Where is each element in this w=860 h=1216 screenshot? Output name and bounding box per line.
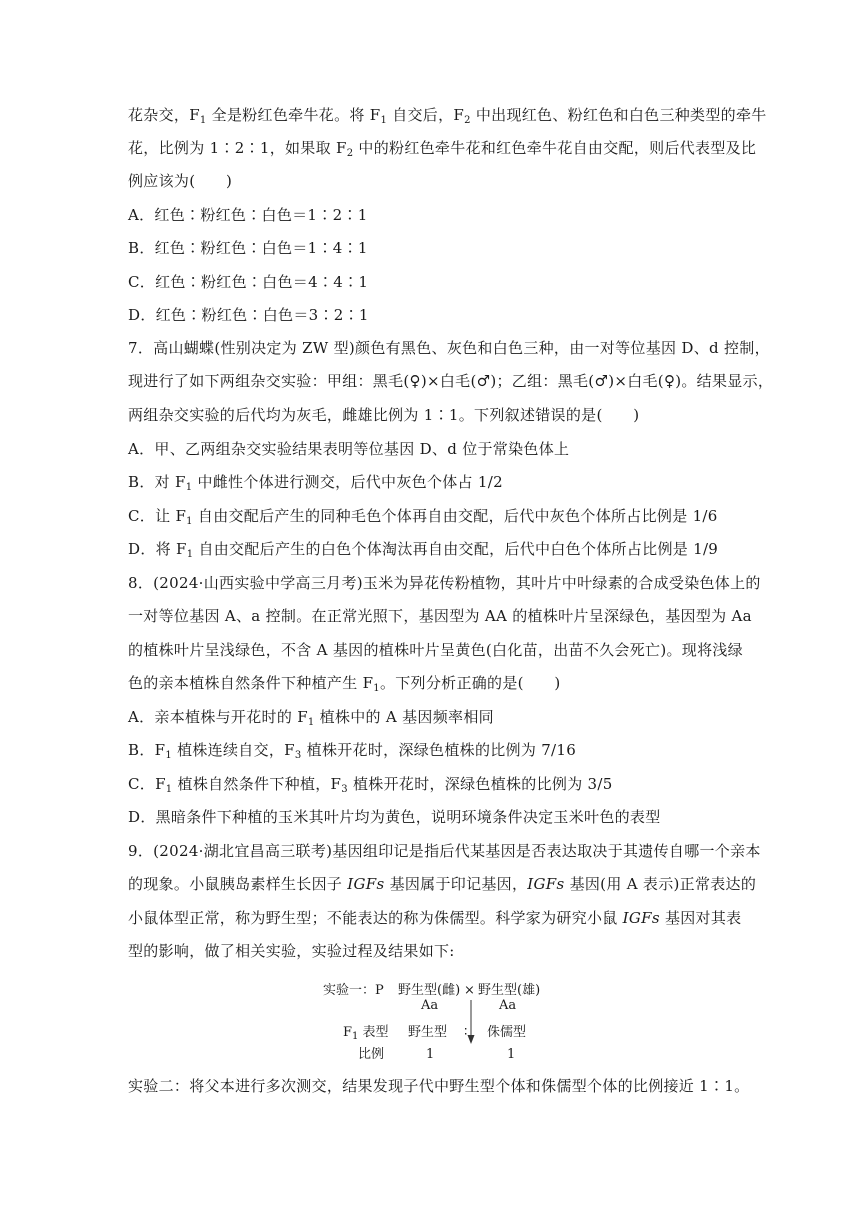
q6-option-b: B．红色∶粉红色∶白色＝1∶4∶1 <box>128 239 368 257</box>
q8-option-b: B．$F_1$ 植株连续自交，$F_3$ 植株开花时，深绿色植株的比例为 7/16 <box>128 741 577 761</box>
q6-option-c: C．红色∶粉红色∶白色＝4∶4∶1 <box>128 273 369 291</box>
ratio-label: 比例 <box>358 1047 385 1062</box>
f1-phenotype-dwarf: 侏儒型 <box>487 1025 527 1040</box>
parent-male: 野生型(雄) <box>478 983 541 998</box>
f1-phenotype-wild: 野生型 <box>408 1025 448 1040</box>
q8-line-2: 一对等位基因 A、a 控制。在正常光照下，基因型为 AA 的植株叶片呈深绿色，基因型为 Aa <box>128 607 752 625</box>
q9-line-4: 型的影响，做了相关实验，实验过程及结果如下: <box>128 942 455 960</box>
q7-option-b: B．对 $F_1$ 中雌性个体进行测交，后代中灰色个体占 1/2 <box>128 473 503 493</box>
q9-line-2: 的现象。小鼠胰岛素样生长因子 IGFs 基因属于印记基因，IGFs 基因(用 A 表示)正常表达的 <box>128 875 757 893</box>
ratio-colon: ∶ <box>464 1025 468 1040</box>
q8-line-4: 色的亲本植株自然条件下种植产生 $F_1$。下列分析正确的是( ) <box>128 674 561 694</box>
q6-line-1: 花杂交，$F_1$ 全是粉红色牵牛花。将 $F_1$ 自交后，$F_2$ 中出现红色、粉红色和白色三种类型的牵牛 <box>128 106 767 126</box>
exp1-label: 实验一：P <box>323 983 384 998</box>
q7-option-d: D．将 $F_1$ 自由交配后产生的白色个体淘汰再自由交配，后代中白色个体所占比例是 1/9 <box>128 540 719 560</box>
q7-line-1: 7．高山蝴蝶(性别决定为 ZW 型)颜色有黑色、灰色和白色三种，由一对等位基因 D、d 控制， <box>128 339 770 357</box>
q9-line-1: 9．(2024·湖北宜昌高三联考)基因组印记是指后代某基因是否表达取决于其遗传自哪一个亲本 <box>128 842 761 860</box>
q8-line-3: 的植株叶片呈浅绿色，不含 A 基因的植株叶片呈黄色(白化苗，出苗不久会死亡)。现将浅绿 <box>128 641 743 659</box>
q7-option-c: C．让 $F_1$ 自由交配后产生的同种毛色个体再自由交配，后代中灰色个体所占比例是 1/6 <box>128 507 718 527</box>
q8-option-c: C．$F_1$ 植株自然条件下种植，$F_3$ 植株开花时，深绿色植株的比例为 3/5 <box>128 775 613 795</box>
q8-option-a: A．亲本植株与开花时的 $F_1$ 植株中的 A 基因频率相同 <box>128 708 494 728</box>
q6-option-a: A．红色∶粉红色∶白色＝1∶2∶1 <box>128 206 368 224</box>
q8-line-1: 8．(2024·山西实验中学高三月考)玉米为异花传粉植物，其叶片中叶绿素的合成受染色体上的 <box>128 574 761 592</box>
q6-line-2: 花，比例为 1∶2∶1，如果取 $F_2$ 中的粉红色牵牛花和红色牵牛花自由交配，则后代表型及比 <box>128 139 757 159</box>
q6-option-d: D．红色∶粉红色∶白色＝3∶2∶1 <box>128 306 369 324</box>
q9-line-3: 小鼠体型正常，称为野生型；不能表达的称为侏儒型。科学家为研究小鼠 IGFs 基因对其表 <box>128 909 742 927</box>
ratio-dwarf: 1 <box>507 1047 516 1062</box>
cross-arrow-icon <box>466 1000 476 1044</box>
genotype-female: Aa <box>421 998 439 1013</box>
parent-female: 野生型(雌) <box>398 983 461 998</box>
q7-line-3: 两组杂交实验的后代均为灰毛，雌雄比例为 1∶1。下列叙述错误的是( ) <box>128 406 640 424</box>
q6-line-3: 例应该为( ) <box>128 172 233 190</box>
f1-phenotype-label: $F_1$ 表型 <box>343 1025 389 1042</box>
q9-experiment-2: 实验二：将父本进行多次测交，结果发现子代中野生型个体和侏儒型个体的比例接近 1∶1。 <box>128 1077 750 1095</box>
ratio-wild: 1 <box>426 1047 435 1062</box>
genotype-male: Aa <box>499 998 517 1013</box>
cross-sign: × <box>464 983 475 998</box>
q7-line-2: 现进行了如下两组杂交实验：甲组：黑毛(♀)×白毛(♂)；乙组：黑毛(♂)×白毛(♀)。结果显示， <box>128 372 774 390</box>
q7-option-a: A．甲、乙两组杂交实验结果表明等位基因 D、d 位于常染色体上 <box>128 440 570 458</box>
q8-option-d: D．黑暗条件下种植的玉米其叶片均为黄色，说明环境条件决定玉米叶色的表型 <box>128 808 661 826</box>
